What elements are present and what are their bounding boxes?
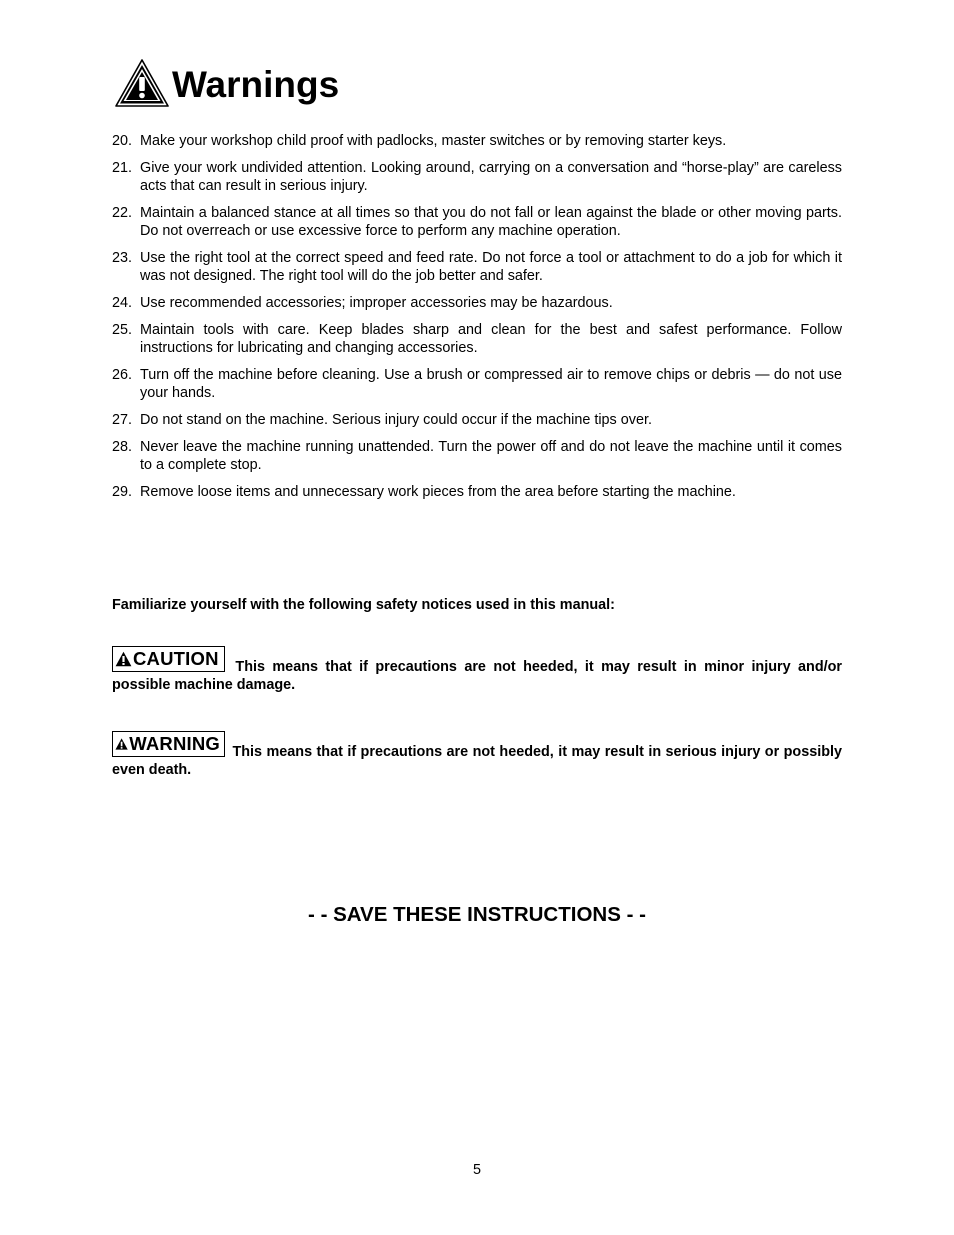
rule-text: Never leave the machine running unattended. Turn the power off and do not leave the machine until it comes to a complete stop.	[140, 439, 842, 473]
list-item	[112, 132, 842, 150]
rule-text: Give your work undivided attention. Looking around, carrying on a conversation and “horse-play” are careless acts that can result in serious injury.	[140, 160, 842, 194]
list-item	[112, 321, 842, 357]
list-item	[112, 438, 842, 474]
rule-text: Turn off the machine before cleaning. Use a brush or compressed air to remove chips or debris — do not use your hands.	[140, 367, 842, 401]
rule-number: 28.	[112, 439, 133, 455]
rule-number: 29.	[112, 484, 133, 500]
caution-label: CAUTION	[133, 647, 219, 669]
rule-number: 23.	[112, 250, 133, 266]
caution-notice	[112, 647, 842, 694]
rule-text: Use recommended accessories; improper accessories may be hazardous.	[140, 295, 613, 311]
rule-number: 24.	[112, 295, 133, 311]
rule-number: 22.	[112, 205, 133, 221]
list-item	[112, 159, 842, 195]
page-header	[114, 58, 339, 108]
list-item	[112, 249, 842, 285]
rule-text: Make your workshop child proof with padlocks, master switches or by removing starter keys.	[140, 133, 727, 149]
save-instructions-heading: - - SAVE THESE INSTRUCTIONS - -	[308, 903, 646, 926]
rule-number: 25.	[112, 322, 133, 338]
warning-label-box	[112, 731, 225, 757]
rule-text: Maintain tools with care. Keep blades sharp and clean for the best and safest performance. Follow instructions for lubricating and changing accessories.	[140, 322, 842, 356]
warning-triangle-icon	[115, 736, 128, 752]
rule-number: 27.	[112, 412, 133, 428]
warning-notice-text: This means that if precautions are not heeded, it may result in serious injury or possibly even death.	[112, 744, 843, 778]
list-item	[112, 366, 842, 402]
warning-notice	[112, 732, 843, 779]
rule-text: Use the right tool at the correct speed and feed rate. Do not force a tool or attachment to do a job for which it was not designed. The right tool will do the job better and safer.	[140, 250, 842, 284]
list-item	[112, 483, 842, 501]
rule-number: 20.	[112, 133, 133, 149]
warning-label: WARNING	[129, 732, 220, 754]
rule-number: 21.	[112, 160, 133, 176]
rule-text: Do not stand on the machine. Serious injury could occur if the machine tips over.	[140, 412, 652, 428]
caution-triangle-icon	[115, 651, 132, 667]
warning-triangle-icon	[114, 58, 170, 108]
rule-number: 26.	[112, 367, 133, 383]
list-item	[112, 411, 842, 429]
rule-text: Remove loose items and unnecessary work pieces from the area before starting the machine.	[140, 484, 736, 500]
caution-label-box	[112, 646, 225, 672]
list-item	[112, 294, 842, 312]
caution-notice-text: This means that if precautions are not heeded, it may result in minor injury and/or possible machine damage.	[112, 659, 842, 693]
page-title: Warnings	[172, 63, 340, 105]
rule-text: Maintain a balanced stance at all times so that you do not fall or lean against the blade or other moving parts. Do not overreach or use excessive force to perform any machine operation.	[140, 205, 842, 239]
safety-rules-list	[112, 132, 842, 510]
page-number: 5	[472, 1162, 481, 1178]
safety-notices-intro: Familiarize yourself with the following safety notices used in this manual:	[112, 597, 615, 613]
list-item	[112, 204, 842, 240]
